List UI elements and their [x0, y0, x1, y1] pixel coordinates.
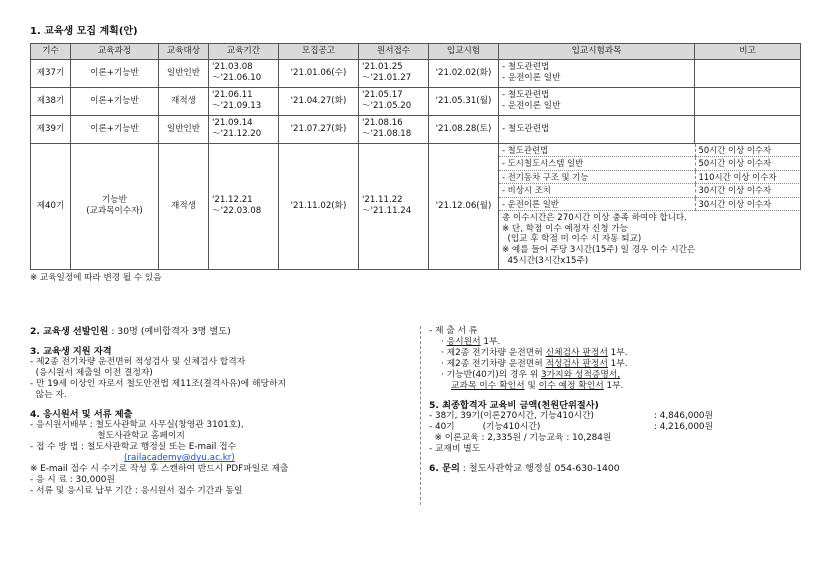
doc-prefix: 제2종 전기차량 운전면허 — [446, 347, 546, 358]
section-title — [30, 326, 410, 338]
fee-label: - 40기 (기능410시간) — [429, 422, 541, 433]
section-qualification — [30, 346, 410, 401]
details-section — [30, 326, 800, 505]
subject-name: - 도시철도시스템 일반 — [499, 157, 695, 171]
text-line: 철도사관학교 홈페이지 — [30, 431, 185, 442]
doc-prefix: 제2종 전기차량 운전면허 — [446, 358, 546, 369]
target-cell: 재적생 — [159, 87, 209, 115]
course-cell: 이론+기능반 — [71, 59, 159, 87]
subjects-cell — [499, 87, 695, 115]
table-row-40 — [31, 143, 801, 269]
section-documents — [429, 326, 800, 392]
period-cell — [209, 115, 279, 143]
subject-item: - 철도관련법 — [502, 62, 550, 73]
subject-item: - 운전이론 일반 — [502, 73, 561, 83]
subject-hours: 110시간 이상 이수자 — [695, 170, 801, 184]
right-column — [420, 326, 800, 505]
subject-row — [499, 170, 801, 184]
period-cell — [209, 87, 279, 115]
fee-value: : 4,846,000원 — [654, 411, 714, 422]
section-title: 3. 교육생 지원 자격 — [30, 345, 112, 357]
header-cell: 입교시험과목 — [499, 43, 695, 59]
doc-name: 3가지와 성적증명서, — [541, 369, 621, 380]
period-end: ～'21.06.10 — [212, 73, 262, 83]
subject-hours-table — [499, 144, 801, 212]
doc-joiner: 및 — [524, 380, 539, 391]
remark-cell — [695, 115, 801, 143]
contact-value: : 철도사관학교 행정실 054-630-1400 — [459, 463, 620, 475]
text-line: ※ 이론교육 : 2,335원 / 기능교육 : 10,284원 — [429, 433, 612, 444]
table-row — [31, 115, 801, 143]
fee-value: : 4,216,000원 — [654, 422, 714, 433]
text-line: - 응시원서배부 : 철도사관학교 사무실(창영관 3101호), — [30, 420, 244, 431]
doc-count: 1부. — [603, 380, 624, 391]
subjects-cell — [499, 115, 695, 143]
doc-name: 신체검사 판정서 — [545, 347, 608, 358]
remark-cell — [695, 87, 801, 115]
section-title: 5. 최종합격자 교육비 금액(천원단위절사) — [429, 399, 599, 411]
apply-end: ～'21.01.27 — [362, 73, 412, 83]
subject-hours: 30시간 이상 이수자 — [695, 184, 801, 198]
section-selection — [30, 326, 410, 338]
exam-cell: '21.05.31(월) — [429, 87, 499, 115]
header-cell: 원서접수 — [359, 43, 429, 59]
gisu-cell: 제40기 — [31, 143, 71, 269]
section-title: 4. 응시원서 및 서류 제출 — [30, 408, 133, 420]
left-column — [30, 326, 420, 505]
course-line: 기능반 — [102, 195, 127, 206]
exam-cell: '21.12.06(월) — [429, 143, 499, 269]
apply-cell — [359, 115, 429, 143]
notice-cell: '21.11.02(화) — [279, 143, 359, 269]
text-line: - 교재비 별도 — [429, 444, 481, 455]
doc-item: · 기능반(40기)의 경우 위 3가지와 성적증명서, — [441, 369, 621, 380]
subject-name: - 전기동차 구조 및 기능 — [499, 170, 695, 184]
apply-start: '21.11.22 — [362, 195, 403, 206]
subject-name: - 운전이론 일반 — [499, 197, 695, 211]
doc-name: 적성검사 판정서 — [545, 358, 608, 369]
plan-title: 1. 교육생 모집 계획(안) — [30, 26, 138, 37]
period-start: '21.06.11 — [212, 90, 253, 101]
apply-cell — [359, 143, 429, 269]
apply-cell — [359, 87, 429, 115]
apply-start: '21.08.16 — [362, 118, 403, 129]
period-start: '21.03.08 — [212, 62, 253, 73]
target-cell: 일반인반 — [159, 115, 209, 143]
section-title-text: 2. 교육생 선발인원 — [30, 326, 109, 337]
section-title — [429, 463, 800, 475]
doc-name: 응시원서 — [446, 336, 481, 347]
exam-cell: '21.02.02(화) — [429, 59, 499, 87]
subject-row — [499, 144, 801, 157]
gisu-cell: 제38기 — [31, 87, 71, 115]
target-cell: 일반인반 — [159, 59, 209, 87]
exam-cell: '21.08.28(토) — [429, 115, 499, 143]
text-line: - 접 수 방 법 : 철도사관학교 행정실 또는 E-mail 접수 — [30, 442, 237, 453]
gisu-cell: 제39기 — [31, 115, 71, 143]
doc-item: · 제2종 전기차량 운전면허 신체검사 판정서 1부. — [441, 347, 628, 358]
notice-cell: '21.07.27(화) — [279, 115, 359, 143]
subject-hours: 50시간 이상 이수자 — [695, 157, 801, 171]
header-cell: 교육기간 — [209, 43, 279, 59]
plan-section — [30, 26, 800, 283]
text-line: (응시원서 제출일 이전 결정자) — [30, 367, 153, 378]
text-line: - 응 시 료 : 30,000원 — [30, 475, 115, 486]
fee-row — [429, 411, 800, 422]
subject-row — [499, 184, 801, 198]
period-cell — [209, 59, 279, 87]
remark-cell — [695, 59, 801, 87]
gisu-cell: 제37기 — [31, 59, 71, 87]
doc-name: 교과목 이수 확인서 — [451, 380, 525, 391]
subject-row — [499, 157, 801, 171]
header-cell: 기수 — [31, 43, 71, 59]
target-cell: 재적생 — [159, 143, 209, 269]
schedule-footnote: ※ 교육일정에 따라 변경 될 수 있음 — [30, 272, 162, 283]
section-title-text: 6. 문의 — [429, 463, 460, 475]
table-row — [31, 59, 801, 87]
subject-item: - 운전이론 일반 — [502, 101, 561, 111]
email-link[interactable]: (railacademy@dyu.ac.kr) — [124, 453, 235, 464]
fee-row — [429, 422, 800, 433]
section-contact — [429, 463, 800, 475]
course-cell: 이론+기능반 — [71, 87, 159, 115]
section-value: : 30명 (예비합격자 3명 별도) — [108, 326, 231, 337]
doc-count: 1부. — [607, 347, 628, 358]
schedule-table — [30, 43, 801, 270]
text-line: - 제2종 전기차량 운전면허 적성검사 및 신체검사 합격자 — [30, 357, 246, 367]
section-tuition — [429, 400, 800, 455]
subject-hours: 30시간 이상 이수자 — [695, 197, 801, 211]
header-cell: 비고 — [695, 43, 801, 59]
notice-cell: '21.04.27(화) — [279, 87, 359, 115]
header-cell: 교육과정 — [71, 43, 159, 59]
apply-start: '21.05.17 — [362, 90, 403, 101]
period-start: '21.09.14 — [212, 118, 253, 129]
table-header-row — [31, 43, 801, 59]
subject-item: - 철도관련법 — [502, 90, 550, 101]
doc-count: 1부. — [480, 336, 501, 347]
apply-end: ～'21.11.24 — [362, 206, 412, 217]
subject-name: - 철도관련법 — [499, 144, 695, 157]
period-start: '21.12.21 — [212, 195, 253, 206]
subjects-cell — [499, 59, 695, 87]
course-cell — [71, 143, 159, 269]
period-end: ～'21.09.13 — [212, 101, 262, 111]
doc-item — [429, 381, 800, 392]
course-cell: 이론+기능반 — [71, 115, 159, 143]
apply-cell — [359, 59, 429, 87]
note-line: (입교 후 학점 미 이수 시 자동 퇴교) — [502, 234, 642, 245]
doc-name: 이수 예정 확인서 — [538, 380, 604, 391]
period-cell — [209, 143, 279, 269]
text-line: ※ E-mail 접수 시 수기로 작성 후 스캔하여 반드시 PDF파일로 제출 — [30, 464, 289, 475]
text-line: 않는 자. — [30, 389, 67, 400]
subject-hours: 50시간 이상 이수자 — [695, 144, 801, 157]
apply-end: ～'21.05.20 — [362, 101, 412, 111]
note-line: 45시간(3시간x15주) — [502, 255, 589, 266]
subject-notes — [499, 211, 800, 269]
apply-end: ～'21.08.18 — [362, 129, 412, 139]
course-line: (교과목이수자) — [86, 206, 143, 217]
subject-name: - 비상시 조치 — [499, 184, 695, 198]
note-line: ※ 예를 들어 주당 3시간(15주) 일 경우 이수 시간은 — [502, 245, 696, 256]
header-cell: 교육대상 — [159, 43, 209, 59]
period-end: ～'22.03.08 — [212, 206, 262, 217]
subject-item: - 철도관련법 — [502, 123, 550, 134]
subjects-cell-40 — [499, 143, 801, 269]
docs-title: - 제 출 서 류 — [429, 326, 478, 336]
subject-row — [499, 197, 801, 211]
section-application — [30, 409, 410, 497]
notice-cell: '21.01.06(수) — [279, 59, 359, 87]
header-cell: 입교시험 — [429, 43, 499, 59]
fee-label: - 38기, 39기(이론270시간, 기능410시간) — [429, 411, 594, 422]
note-line: ※ 단, 학점 이수 예정자 신청 가능 — [502, 223, 628, 234]
doc-item: · 응시원서 1부. — [441, 336, 501, 347]
note-line: 총 이수시간은 270시간 이상 충족 하여야 합니다. — [502, 213, 687, 223]
doc-count: 1부. — [607, 358, 628, 369]
period-end: ～'21.12.20 — [212, 129, 262, 139]
text-line: - 만 19세 이상인 자로서 철도안전법 제11조(결격사유)에 해당하지 — [30, 378, 286, 389]
doc-prefix: 기능반(40기)의 경우 위 — [446, 369, 542, 380]
doc-item: · 제2종 전기차량 운전면허 적성검사 판정서 1부. — [441, 358, 628, 369]
text-line: - 서류 및 응시료 납부 기간 : 응시원서 접수 기간과 동일 — [30, 486, 243, 497]
header-cell: 모집공고 — [279, 43, 359, 59]
table-row — [31, 87, 801, 115]
apply-start: '21.01.25 — [362, 62, 403, 73]
